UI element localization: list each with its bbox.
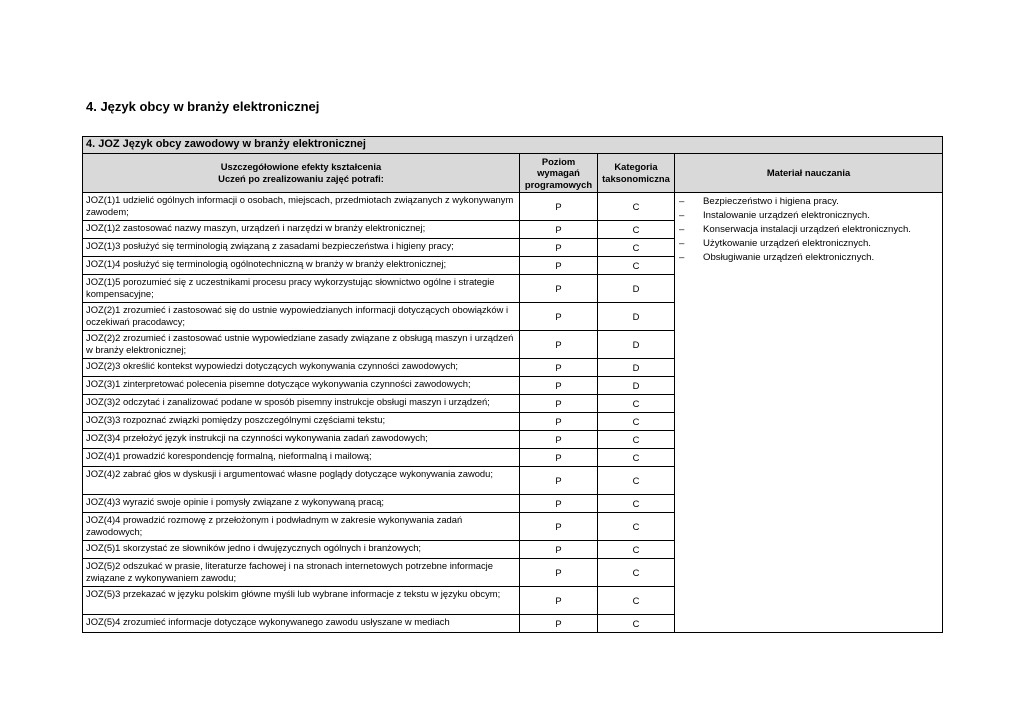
level-cell: P [520,449,598,467]
category-cell: C [598,467,675,495]
category-cell: C [598,541,675,559]
level-cell: P [520,331,598,359]
table-title-row [83,137,943,154]
category-header: Kategoria taksonomiczna [598,154,675,193]
category-cell: C [598,615,675,633]
material-header: Materiał nauczania [675,154,943,193]
level-cell: P [520,303,598,331]
effects-header-line1: Uszczegółowione efekty kształcenia [220,161,382,173]
dash-bullet: – [679,238,685,249]
material-item-text: Instalowanie urządzeń elektronicznych. [703,210,870,221]
category-cell: D [598,377,675,395]
category-cell: C [598,449,675,467]
level-cell: P [520,257,598,275]
effect-cell: JOZ(5)3 przekazać w języku polskim główne myśli lub wybrane informacje z tekstu w języku obcym; [83,587,520,615]
category-cell: C [598,559,675,587]
effect-cell: JOZ(3)4 przełożyć język instrukcji na czynności wykonywania zadań zawodowych; [83,431,520,449]
dash-bullet: – [679,252,685,263]
table-row [83,193,943,221]
level-cell: P [520,221,598,239]
curriculum-table [82,136,943,633]
effect-cell: JOZ(1)3 posłużyć się terminologią związaną z zasadami bezpieczeństwa i higieny pracy; [83,239,520,257]
level-cell: P [520,559,598,587]
material-item-text: Konserwacja instalacji urządzeń elektronicznych. [703,224,911,235]
level-cell: P [520,431,598,449]
category-cell: C [598,413,675,431]
category-cell: C [598,587,675,615]
effect-cell: JOZ(2)1 zrozumieć i zastosować się do ustnie wypowiedzianych informacji dotyczących obowiązków i oczekiwań pracodawcy; [83,303,520,331]
level-header: Poziom wymagań programowych [520,154,598,193]
effect-cell: JOZ(3)1 zinterpretować polecenia pisemne dotyczące wykonywania czynności zawodowych; [83,377,520,395]
effects-header-line2: Uczeń po zrealizowaniu zajęć potrafi: [218,173,384,184]
level-cell: P [520,395,598,413]
category-cell: C [598,239,675,257]
material-list [679,195,938,265]
level-cell: P [520,239,598,257]
dash-bullet: – [679,210,685,221]
material-item [679,237,938,251]
category-cell: C [598,221,675,239]
material-item-text: Obsługiwanie urządzeń elektronicznych. [703,252,875,263]
table-header-row [83,154,943,193]
material-item [679,195,938,209]
category-cell: D [598,331,675,359]
effect-cell: JOZ(2)2 zrozumieć i zastosować ustnie wypowiedziane zasady związane z obsługą maszyn i urządzeń w branży elektronicznej; [83,331,520,359]
category-cell: D [598,275,675,303]
effect-cell: JOZ(1)1 udzielić ogólnych informacji o osobach, miejscach, przedmiotach związanych z wykonywanym zawodem; [83,193,520,221]
level-cell: P [520,495,598,513]
category-cell: D [598,303,675,331]
effect-cell: JOZ(1)5 porozumieć się z uczestnikami procesu pracy wykorzystując słownictwo ogólne i strategie kompensacyjne; [83,275,520,303]
category-cell: C [598,513,675,541]
effect-cell: JOZ(5)1 skorzystać ze słowników jedno i dwujęzycznych ogólnych i branżowych; [83,541,520,559]
effect-cell: JOZ(5)2 odszukać w prasie, literaturze fachowej i na stronach internetowych potrzebne informacje związane z wykonywaniem zawodu; [83,559,520,587]
level-cell: P [520,413,598,431]
level-cell: P [520,377,598,395]
effect-cell: JOZ(5)4 zrozumieć informacje dotyczące wykonywanego zawodu usłyszane w mediach [83,615,520,633]
effect-cell: JOZ(4)2 zabrać głos w dyskusji i argumentować własne poglądy dotyczące wykonywania zawodu; [83,467,520,495]
material-item-text: Użytkowanie urządzeń elektronicznych. [703,238,871,249]
dash-bullet: – [679,224,685,235]
level-cell: P [520,193,598,221]
category-cell: C [598,193,675,221]
category-cell: D [598,359,675,377]
category-cell: C [598,395,675,413]
material-item [679,251,938,265]
dash-bullet: – [679,196,685,207]
effect-cell: JOZ(4)1 prowadzić korespondencję formalną, nieformalną i mailową; [83,449,520,467]
category-cell: C [598,495,675,513]
page-heading: 4. Język obcy w branży elektronicznej [86,99,320,114]
level-cell: P [520,275,598,303]
level-cell: P [520,541,598,559]
effect-cell: JOZ(4)3 wyrazić swoje opinie i pomysły związane z wykonywaną pracą; [83,495,520,513]
category-cell: C [598,257,675,275]
level-cell: P [520,359,598,377]
effect-cell: JOZ(4)4 prowadzić rozmowę z przełożonym i podwładnym w zakresie wykonywania zadań zawodowych; [83,513,520,541]
effect-cell: JOZ(2)3 określić kontekst wypowiedzi dotyczących wykonywania czynności zawodowych; [83,359,520,377]
category-cell: C [598,431,675,449]
effects-header [83,154,520,193]
level-cell: P [520,615,598,633]
material-cell [675,193,943,633]
level-cell: P [520,513,598,541]
effect-cell: JOZ(1)2 zastosować nazwy maszyn, urządzeń i narzędzi w branży elektronicznej; [83,221,520,239]
material-item [679,223,938,237]
material-item-text: Bezpieczeństwo i higiena pracy. [703,196,839,207]
table-title: 4. JOZ Język obcy zawodowy w branży elektronicznej [83,137,943,154]
effect-cell: JOZ(1)4 posłużyć się terminologią ogólnotechniczną w branży w branży elektronicznej; [83,257,520,275]
effect-cell: JOZ(3)2 odczytać i zanalizować podane w sposób pisemny instrukcje obsługi maszyn i urządzeń; [83,395,520,413]
level-cell: P [520,587,598,615]
material-item [679,209,938,223]
level-cell: P [520,467,598,495]
effect-cell: JOZ(3)3 rozpoznać związki pomiędzy poszczególnymi częściami tekstu; [83,413,520,431]
